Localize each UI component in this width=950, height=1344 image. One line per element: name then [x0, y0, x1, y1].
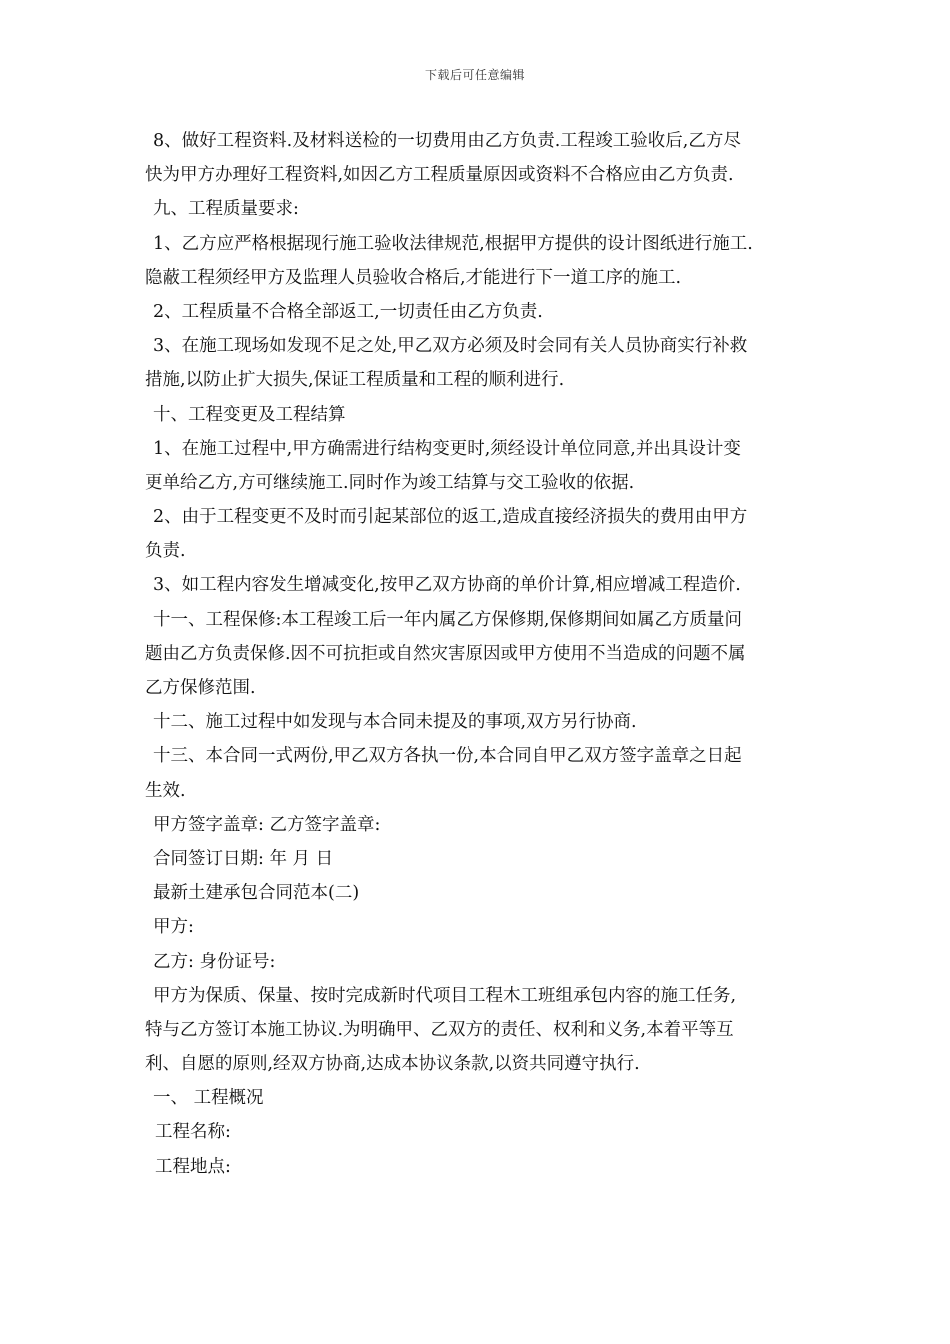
- field-label: 工程地点:: [155, 1156, 231, 1177]
- paragraph-line: 3、在施工现场如发现不足之处,甲乙双方必须及时会同有关人员协商实行补救: [153, 336, 748, 357]
- signature-line: 甲方签字盖章: 乙方签字盖章:: [153, 814, 381, 835]
- section-heading: 九、工程质量要求:: [153, 199, 299, 220]
- paragraph-line: 1、乙方应严格根据现行施工验收法律规范,根据甲方提供的设计图纸进行施工.: [153, 233, 753, 254]
- party-b-line: 乙方: 身份证号:: [153, 951, 276, 972]
- paragraph-line: 2、工程质量不合格全部返工,一切责任由乙方负责.: [153, 301, 543, 322]
- paragraph-line: 2、由于工程变更不及时而引起某部位的返工,造成直接经济损失的费用由甲方: [153, 507, 748, 528]
- paragraph-line: 措施,以防止扩大损失,保证工程质量和工程的顺利进行.: [145, 370, 565, 391]
- paragraph-line: 快为甲方办理好工程资料,如因乙方工程质量原因或资料不合格应由乙方负责.: [145, 165, 734, 186]
- section-heading: 十、工程变更及工程结算: [153, 404, 346, 425]
- paragraph-line: 隐蔽工程须经甲方及监理人员验收合格后,才能进行下一道工序的施工.: [145, 267, 682, 288]
- paragraph-line: 更单给乙方,方可继续施工.同时作为竣工结算与交工验收的依据.: [145, 472, 635, 493]
- field-label: 工程名称:: [155, 1122, 231, 1143]
- document-subtitle: 最新土建承包合同范本(二): [153, 883, 360, 904]
- document-body: [145, 124, 820, 1184]
- paragraph-line: 十三、本合同一式两份,甲乙双方各执一份,本合同自甲乙双方签字盖章之日起: [153, 746, 742, 767]
- paragraph-line: 乙方保修范围.: [145, 678, 256, 698]
- paragraph-line: 特与乙方签订本施工协议.为明确甲、乙双方的责任、权利和义务,本着平等互: [145, 1019, 734, 1040]
- paragraph-line: 生效.: [145, 780, 186, 801]
- paragraph-line: 负责.: [145, 541, 186, 562]
- party-a-line: 甲方:: [153, 917, 194, 938]
- paragraph-line: 题由乙方负责保修.因不可抗拒或自然灾害原因或甲方使用不当造成的问题不属: [145, 643, 746, 664]
- paragraph-line: 利、自愿的原则,经双方协商,达成本协议条款,以资共同遵守执行.: [145, 1054, 640, 1075]
- section-heading: 一、 工程概况: [153, 1088, 264, 1109]
- paragraph-line: 1、在施工过程中,甲方确需进行结构变更时,须经设计单位同意,并出具设计变: [153, 438, 741, 459]
- paragraph-line: 十一、工程保修:本工程竣工后一年内属乙方保修期,保修期间如属乙方质量问: [153, 609, 742, 630]
- paragraph-line: 十二、施工过程中如发现与本合同未提及的事项,双方另行协商.: [153, 712, 637, 733]
- paragraph-line: 甲方为保质、保量、按时完成新时代项目工程木工班组承包内容的施工任务,: [153, 985, 737, 1006]
- page-header: 下载后可任意编辑: [424, 68, 525, 82]
- date-line: 合同签订日期: 年 月 日: [153, 848, 334, 869]
- paragraph-line: 8、做好工程资料.及材料送检的一切费用由乙方负责.工程竣工验收后,乙方尽: [153, 131, 741, 151]
- paragraph-line: 3、如工程内容发生增减变化,按甲乙双方协商的单价计算,相应增减工程造价.: [153, 575, 741, 596]
